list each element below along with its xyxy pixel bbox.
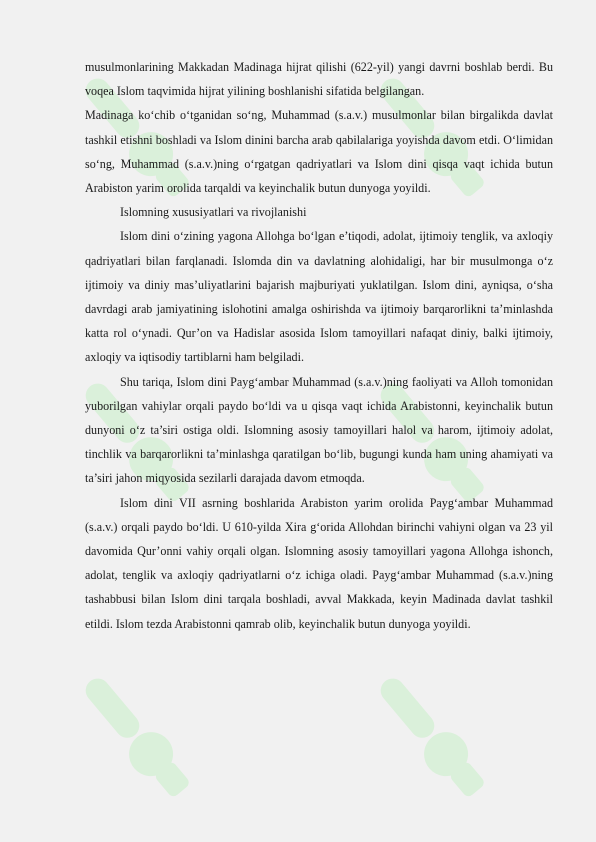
- section-heading: Islomning xususiyatlari va rivojlanishi: [120, 205, 307, 220]
- paragraph: Islom dini VII asrning boshlarida Arabiston yarim orolida Payg‘ambar Muhammad (s.a.v.) orqali paydo bo‘ldi. U 610-yilda Xira g‘orida Allohdan birinchi vahiyni olgan va 23 yil davomida Qur’onni vahiy orqali olgan. Islomning asosiy tamoyillari yagona Allohga ishonch, adolat, tenglik va axloqiy qadriyatlarni o‘z ichiga oladi. Payg‘ambar Muhammad (s.a.v.)ning tashabbusi bilan Islom dini tarqala boshladi, avval Makkada, keyin Madinada davlat tashkil etildi. Islom tezda Arabistonni qamrab olib, keyinchalik butun dunyoga yoyildi.: [85, 495, 553, 631]
- paragraph: Islom dini o‘zining yagona Allohga bo‘lgan e’tiqodi, adolat, ijtimoiy tenglik, va axloqiy qadriyatlari bilan farqlanadi. Islomda din va davlatning alohidaligi, har bir musulmonga o‘z ijtimoiy va diniy mas’uliyatlarini bajarish majburiyati yuklatilgan. Islom dini, ayniqsa, o‘sha davrdagi arab jamiyatining islohotini amalga oshirishda va ijtimoiy barqarorlikni ta’minlashda katta rol o‘ynadi. Qur’on va Hadislar asosida Islom tamoyillari nafaqat diniy, balki ijtimoiy, axloqiy va iqtisodiy tartiblarni ham belgiladi.: [85, 229, 553, 365]
- paragraph: Shu tariqa, Islom dini Payg‘ambar Muhammad (s.a.v.)ning faoliyati va Alloh tomonidan yuborilgan vahiylar orqali paydo bo‘ldi va u qisqa vaqt ichida Arabistonni, keyinchalik butun dunyoni o‘z ta’siri ostiga oldi. Islomning asosiy tamoyillari halol va harom, ijtimoiy adolat, tinchlik va barqarorlikni ta’minlashga qaratilgan bo‘lib, bugungi kunda ham uning ahamiyati va ta’siri jahon miqyosida sezilarli darajada davom etmoqda.: [85, 374, 553, 486]
- paragraph: Madinaga ko‘chib o‘tganidan so‘ng, Muhammad (s.a.v.) musulmonlar bilan birgalikda davlat tashkil etishni boshladi va Islom dinini barcha arab qabilalariga yoyishda davom etdi. O‘limidan so‘ng, Muhammad (s.a.v.)ning o‘rgatgan qadriyatlari va Islom dini qisqa vaqt ichida butun Arabiston yarim orolida tarqaldi va keyinchalik butun dunyoga yoyildi.: [85, 108, 553, 196]
- document-body: [85, 55, 553, 636]
- watermark-logo: [75, 660, 195, 810]
- paragraph: musulmonlarining Makkadan Madinaga hijrat qilishi (622-yil) yangi davrni boshlab berdi. Bu voqea Islom taqvimida hijrat yilining boshlanishi sifatida belgilangan.: [85, 60, 553, 99]
- watermark-logo: [370, 660, 490, 810]
